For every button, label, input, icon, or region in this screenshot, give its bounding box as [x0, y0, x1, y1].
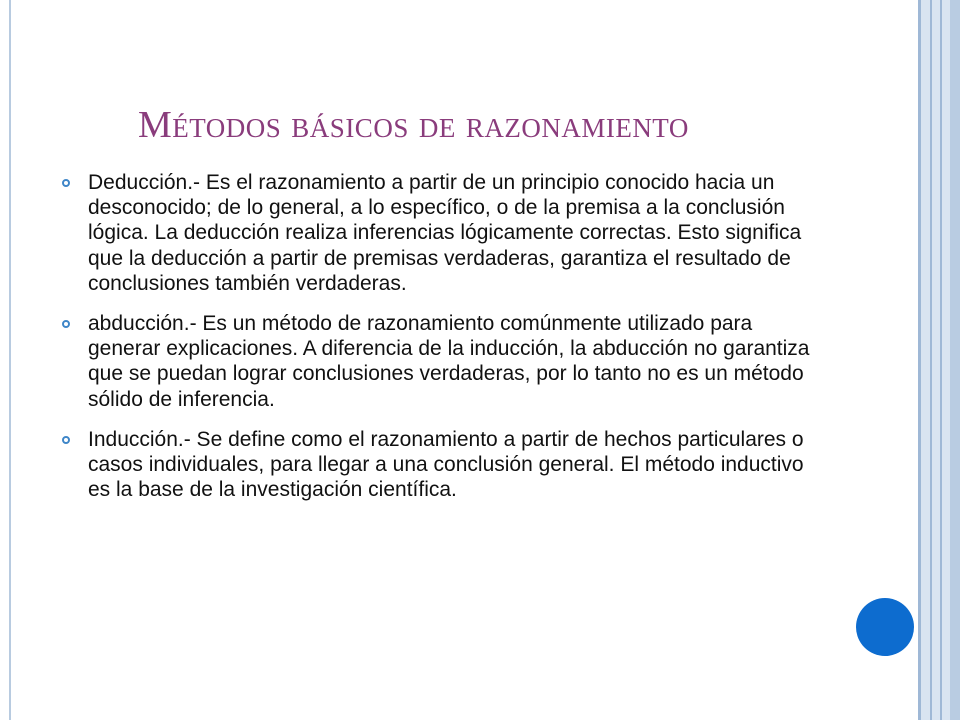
ring-bullet-icon [62, 436, 70, 444]
ring-bullet-icon [62, 320, 70, 328]
right-band-line [918, 0, 921, 720]
slide-title: Métodos básicos de razonamiento [138, 104, 689, 146]
right-band-line [930, 0, 932, 720]
ring-bullet-icon [62, 179, 70, 187]
bullet-induccion [62, 427, 822, 503]
right-band-line [940, 0, 942, 720]
right-band-line [950, 0, 960, 720]
bullet-deduccion [62, 170, 822, 296]
left-frame-line [9, 0, 11, 720]
circle-decoration [856, 598, 914, 656]
bullet-abduccion [62, 311, 822, 412]
bullet-text: Inducción.- Se define como el razonamiento a partir de hechos particulares o casos individuales, para llegar a una conclusión general. El método inductivo es la base de la investigación científica. [88, 427, 804, 502]
bullet-text: Deducción.- Es el razonamiento a partir de un principio conocido hacia un desconocido; de lo general, a lo específico, o de la premisa a la conclusión lógica. La deducción realiza inferencias lógicamente correctas. Esto significa que la deducción a partir de premisas verdaderas, garantiza el resultado de conclusiones también verdaderas. [88, 171, 802, 295]
bullet-text: abducción.- Es un método de razonamiento comúnmente utilizado para generar explicaciones. A diferencia de la inducción, la abducción no garantiza que se puedan lograr conclusiones verdaderas, por lo tanto no es un método sólido de inferencia. [88, 312, 810, 411]
bullet-list [62, 170, 822, 517]
